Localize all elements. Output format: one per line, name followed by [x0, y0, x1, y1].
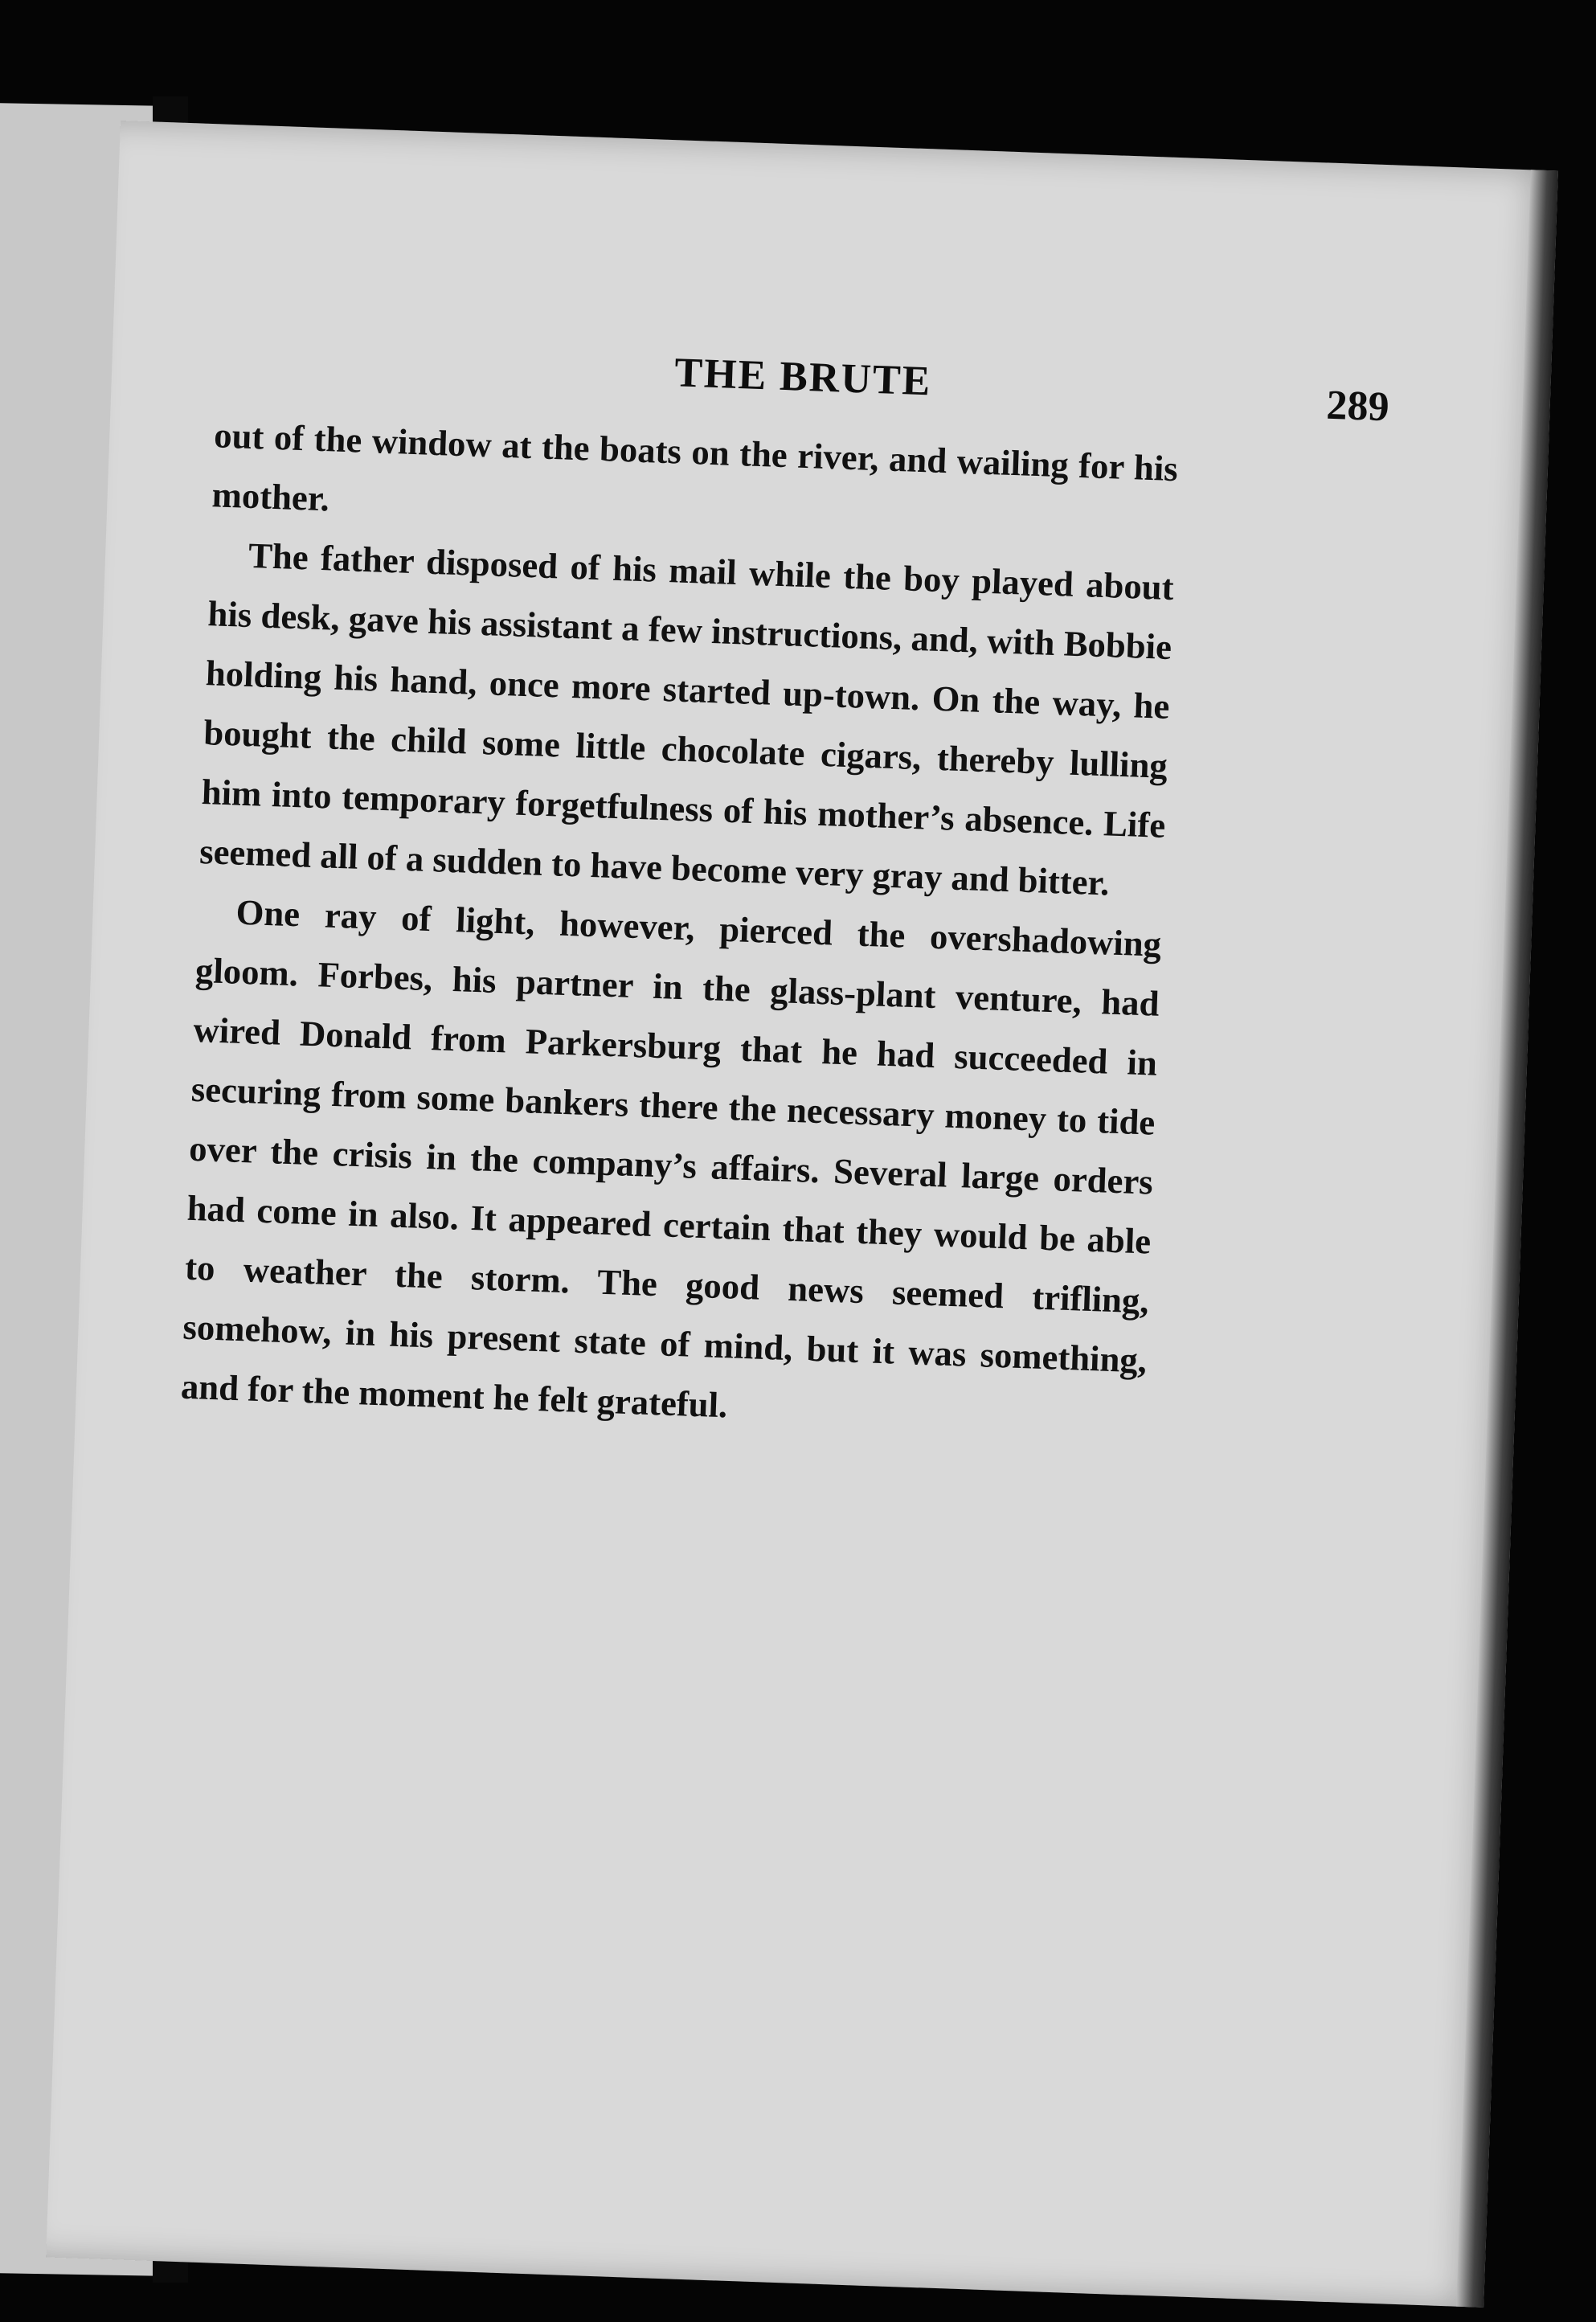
paragraph: The father disposed of his mail while the boy played about his desk, gave his assistant a few instructions, and, with Bobbie holding his hand, once more started up-town. On the way, he bought the child some little chocolate cigars, thereby lulling him into temporary forgetfulness of his mother’s absence. Life seemed all of a sudden to have become very gray and bitter. [198, 534, 1175, 903]
page-edge-shadow [1456, 170, 1558, 2308]
body-text [180, 405, 1179, 1449]
paragraph: One ray of light, however, pierced the overshadowing gloom. Forbes, his partner in the glass-plant venture, had wired Donald from Parkersburg that he had succeeded in securing from some bankers there the necessary money to tide over the crisis in the company’s affairs. Several large orders had come in also. It appeared certain that they would be able to weather the storm. The good news seemed trifling, somehow, in his present state of mind, but it was something, and for the moment he felt grateful. [180, 891, 1162, 1426]
book-page [46, 121, 1558, 2308]
running-head: THE BRUTE [673, 350, 933, 405]
paragraph: out of the window at the boats on the river, and wailing for his mother. [211, 415, 1179, 519]
page-number: 289 [1325, 382, 1390, 431]
